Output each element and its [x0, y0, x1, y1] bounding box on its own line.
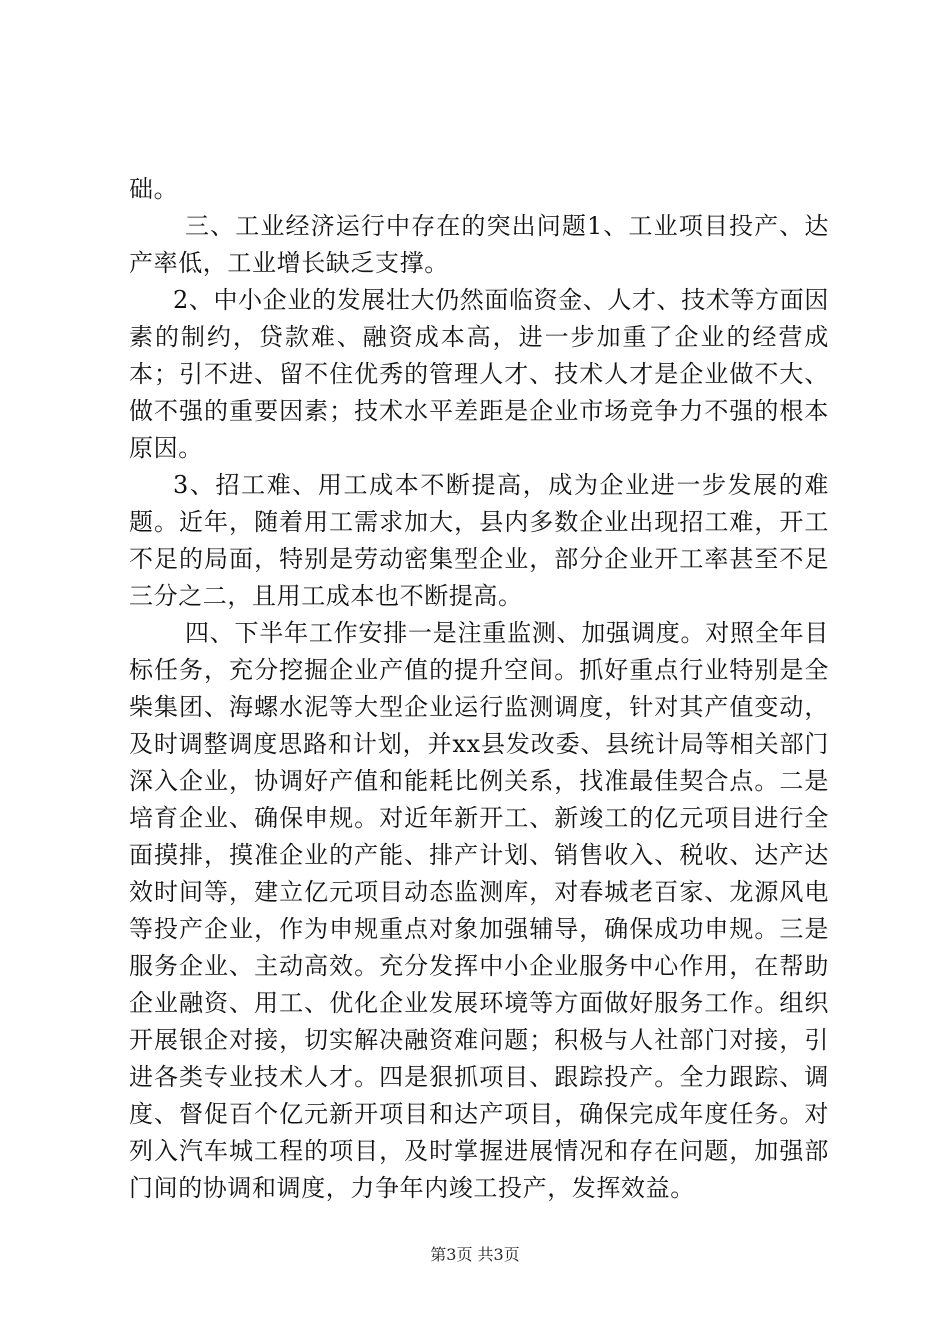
paragraph-section-four: 四、下半年工作安排一是注重监测、加强调度。对照全年目标任务，充分挖掘企业产值的提升空间。抓好重点行业特别是全柴集团、海螺水泥等大型企业运行监测调度，针对其产值变动，及时调整调度思路和计划，并xx县发改委、县统计局等相关部门深入企业，协调好产值和能耗比例关系，找准最佳契合点。二是培育企业、确保申规。对近年新开工、新竣工的亿元项目进行全面摸排，摸准企业的产能、排产计划、销售收入、税收、达产达效时间等，建立亿元项目动态监测库，对春城老百家、龙源风电等投产企业，作为申规重点对象加强辅导，确保成功申规。三是服务企业、主动高效。充分发挥中小企业服务中心作用，在帮助企业融资、用工、优化企业发展环境等方面做好服务工作。组织开展银企对接，切实解决融资难问题；积极与人社部门对接，引进各类专业技术人才。四是狠抓项目、跟踪投产。全力跟踪、调度、督促百个亿元新开项目和达产项目，确保完成年度任务。对列入汽车城工程的项目，及时掌握进展情况和存在问题，加强部门间的协调和调度，力争年内竣工投产，发挥效益。: [129, 619, 829, 1202]
paragraph-item-three: 3、招工难、用工成本不断提高，成为企业进一步发展的难题。近年，随着用工需求加大，县内多数企业出现招工难，开工不足的局面，特别是劳动密集型企业，部分企业开工率甚至不足三分之二，且用工成本也不断提高。: [129, 471, 829, 610]
page-footer: 第3页 共3页: [430, 1245, 520, 1264]
document-body: [129, 171, 829, 1207]
paragraph-section-three: 三、工业经济运行中存在的突出问题1、工业项目投产、达产率低，工业增长缺乏支撑。: [129, 212, 829, 277]
paragraph-item-two: 2、中小企业的发展壮大仍然面临资金、人才、技术等方面因素的制约，贷款难、融资成本高，进一步加重了企业的经营成本；引不进、留不住优秀的管理人才、技术人才是企业做不大、做不强的重要因素；技术水平差距是企业市场竞争力不强的根本原因。: [129, 286, 829, 462]
paragraph-continuation: 础。: [129, 175, 179, 203]
